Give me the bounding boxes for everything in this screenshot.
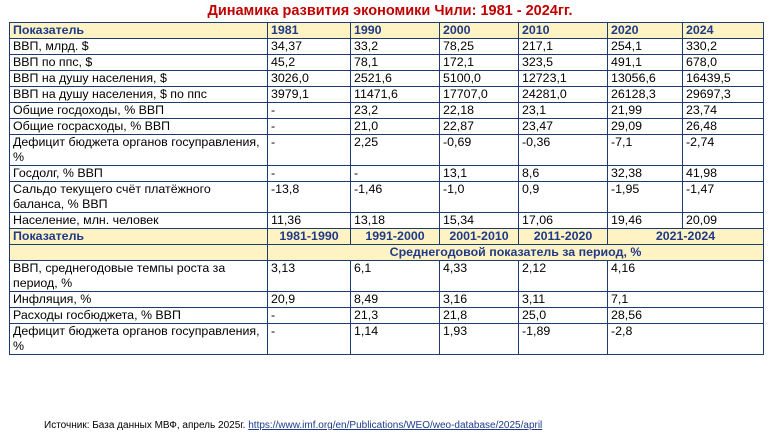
value-cell: - xyxy=(351,166,440,182)
value-cell: -0,36 xyxy=(519,135,608,166)
table-row xyxy=(10,119,764,135)
value-cell: 13,18 xyxy=(351,213,440,229)
table2-subheader-row xyxy=(10,245,764,261)
value-cell: 17,06 xyxy=(519,213,608,229)
page-title: Динамика развития экономики Чили: 1981 - 2024гг. xyxy=(207,3,573,19)
value-cell: 23,47 xyxy=(519,119,608,135)
value-cell: - xyxy=(268,166,351,182)
value-cell: 26128,3 xyxy=(608,87,683,103)
value-cell: 29,09 xyxy=(608,119,683,135)
value-cell: 2,12 xyxy=(519,261,608,292)
row-label: Инфляция, % xyxy=(10,292,268,308)
table-row xyxy=(10,39,764,55)
value-cell: 21,0 xyxy=(351,119,440,135)
table-row xyxy=(10,308,764,324)
row-label: Сальдо текущего счёт платёжного баланса, % ВВП xyxy=(10,182,268,213)
value-cell: 0,9 xyxy=(519,182,608,213)
value-cell: 23,1 xyxy=(519,103,608,119)
row-label: Госдолг, % ВВП xyxy=(10,166,268,182)
value-cell: 1,14 xyxy=(351,324,440,355)
value-cell: 23,74 xyxy=(683,103,764,119)
value-cell: -1,46 xyxy=(351,182,440,213)
table-row xyxy=(10,292,764,308)
value-cell: 12723,1 xyxy=(519,71,608,87)
row-label: Дефицит бюджета органов госуправления, % xyxy=(10,324,268,355)
period-header: 2011-2020 xyxy=(519,229,608,245)
value-cell: 323,5 xyxy=(519,55,608,71)
indicator-header: Показатель xyxy=(10,23,268,39)
value-cell: 41,98 xyxy=(683,166,764,182)
value-cell: -2,74 xyxy=(683,135,764,166)
value-cell: - xyxy=(268,135,351,166)
value-cell: 17707,0 xyxy=(440,87,519,103)
value-cell: 21,8 xyxy=(440,308,519,324)
value-cell: - xyxy=(268,119,351,135)
value-cell: 15,34 xyxy=(440,213,519,229)
value-cell: 172,1 xyxy=(440,55,519,71)
value-cell: 21,3 xyxy=(351,308,440,324)
value-cell: 22,18 xyxy=(440,103,519,119)
blank-cell xyxy=(10,245,268,261)
row-label: Население, млн. человек xyxy=(10,213,268,229)
table-row xyxy=(10,55,764,71)
year-header: 1981 xyxy=(268,23,351,39)
table-row xyxy=(10,87,764,103)
row-label: ВВП, млрд. $ xyxy=(10,39,268,55)
value-cell: -1,47 xyxy=(683,182,764,213)
value-cell: 29697,3 xyxy=(683,87,764,103)
value-cell: 3,13 xyxy=(268,261,351,292)
period-header: 2001-2010 xyxy=(440,229,519,245)
row-label: ВВП на душу населения, $ по ппс xyxy=(10,87,268,103)
table-row xyxy=(10,71,764,87)
value-cell: -7,1 xyxy=(608,135,683,166)
value-cell: - xyxy=(268,103,351,119)
year-header: 1990 xyxy=(351,23,440,39)
value-cell: -2,8 xyxy=(608,324,764,355)
row-label: Расходы госбюджета, % ВВП xyxy=(10,308,268,324)
year-header: 2024 xyxy=(683,23,764,39)
value-cell: 5100,0 xyxy=(440,71,519,87)
value-cell: 11471,6 xyxy=(351,87,440,103)
source-note xyxy=(44,420,542,432)
economy-table xyxy=(9,22,764,355)
value-cell: 24281,0 xyxy=(519,87,608,103)
value-cell: 2,25 xyxy=(351,135,440,166)
value-cell: -1,89 xyxy=(519,324,608,355)
table-row xyxy=(10,213,764,229)
table-row xyxy=(10,166,764,182)
row-label: ВВП, среднегодовые темпы роста за период, % xyxy=(10,261,268,292)
year-header: 2010 xyxy=(519,23,608,39)
value-cell: 26,48 xyxy=(683,119,764,135)
value-cell: 16439,5 xyxy=(683,71,764,87)
value-cell: -1,0 xyxy=(440,182,519,213)
value-cell: 3026,0 xyxy=(268,71,351,87)
value-cell: 78,25 xyxy=(440,39,519,55)
row-label: ВВП по ппс, $ xyxy=(10,55,268,71)
period-header: 1981-1990 xyxy=(268,229,351,245)
value-cell: 3979,1 xyxy=(268,87,351,103)
value-cell: 8,6 xyxy=(519,166,608,182)
source-link[interactable]: https://www.imf.org/en/Publications/WEO/weo-database/2025/april xyxy=(248,420,543,431)
period-header: 2021-2024 xyxy=(608,229,764,245)
table-row xyxy=(10,135,764,166)
value-cell: 7,1 xyxy=(608,292,764,308)
value-cell: 678,0 xyxy=(683,55,764,71)
value-cell: 13056,6 xyxy=(608,71,683,87)
period-header: 1991-2000 xyxy=(351,229,440,245)
value-cell: -1,95 xyxy=(608,182,683,213)
value-cell: 254,1 xyxy=(608,39,683,55)
table-row xyxy=(10,103,764,119)
value-cell: 34,37 xyxy=(268,39,351,55)
value-cell: 19,46 xyxy=(608,213,683,229)
row-label: ВВП на душу населения, $ xyxy=(10,71,268,87)
source-label: Источник: База данных МВФ, апрель 2025г. xyxy=(44,420,246,431)
value-cell: 25,0 xyxy=(519,308,608,324)
subheader-label: Среднегодовой показатель за период, % xyxy=(268,245,764,261)
value-cell: 3,16 xyxy=(440,292,519,308)
table-row xyxy=(10,261,764,292)
value-cell: 28,56 xyxy=(608,308,764,324)
row-label: Общие госдоходы, % ВВП xyxy=(10,103,268,119)
value-cell: -13,8 xyxy=(268,182,351,213)
value-cell: - xyxy=(268,324,351,355)
table-row xyxy=(10,182,764,213)
value-cell: -0,69 xyxy=(440,135,519,166)
year-header: 2020 xyxy=(608,23,683,39)
value-cell: 491,1 xyxy=(608,55,683,71)
indicator-header: Показатель xyxy=(10,229,268,245)
value-cell: 20,09 xyxy=(683,213,764,229)
value-cell: 330,2 xyxy=(683,39,764,55)
row-label: Общие госрасходы, % ВВП xyxy=(10,119,268,135)
value-cell: 2521,6 xyxy=(351,71,440,87)
value-cell: 217,1 xyxy=(519,39,608,55)
value-cell: 13,1 xyxy=(440,166,519,182)
year-header: 2000 xyxy=(440,23,519,39)
value-cell: 20,9 xyxy=(268,292,351,308)
table-row xyxy=(10,324,764,355)
value-cell: 23,2 xyxy=(351,103,440,119)
value-cell: 22,87 xyxy=(440,119,519,135)
value-cell: 21,99 xyxy=(608,103,683,119)
value-cell: 4,33 xyxy=(440,261,519,292)
value-cell: 4,16 xyxy=(608,261,764,292)
table1-header-row xyxy=(10,23,764,39)
row-label: Дефицит бюджета органов госуправления, % xyxy=(10,135,268,166)
value-cell: 45,2 xyxy=(268,55,351,71)
value-cell: 8,49 xyxy=(351,292,440,308)
value-cell: 33,2 xyxy=(351,39,440,55)
value-cell: 32,38 xyxy=(608,166,683,182)
value-cell: 11,36 xyxy=(268,213,351,229)
value-cell: 1,93 xyxy=(440,324,519,355)
value-cell: 6,1 xyxy=(351,261,440,292)
value-cell: 3,11 xyxy=(519,292,608,308)
value-cell: 78,1 xyxy=(351,55,440,71)
table2-header-row xyxy=(10,229,764,245)
value-cell: - xyxy=(268,308,351,324)
